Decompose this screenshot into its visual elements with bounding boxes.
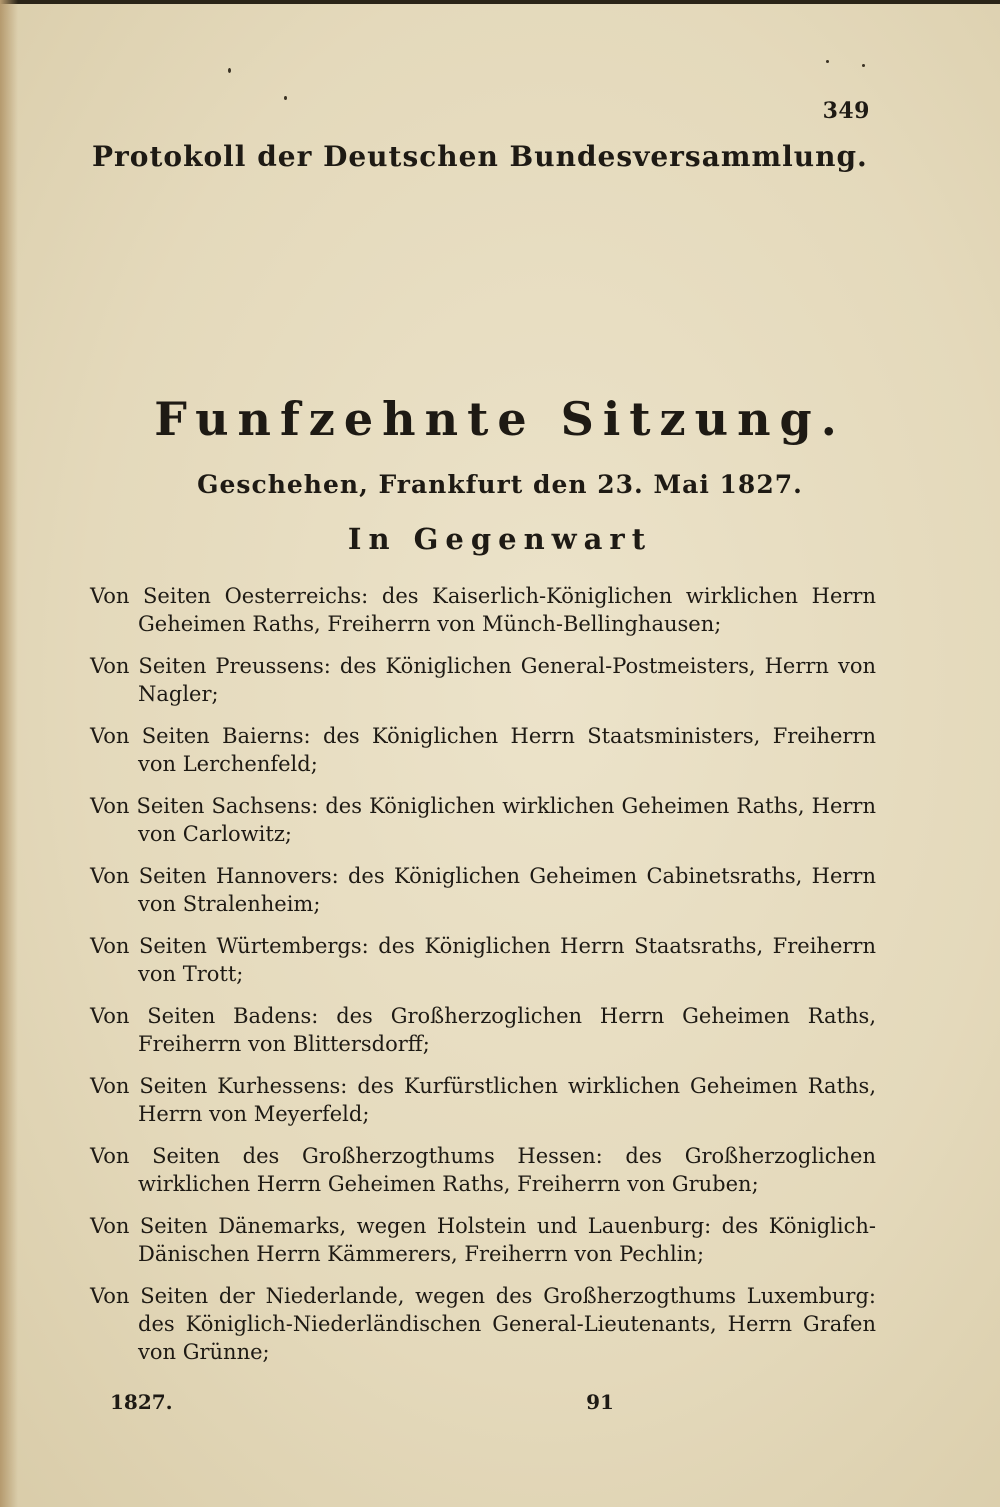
delegate-entry: Von Seiten Dänemarks, wegen Holstein und Lauenburg: des Königlich-Dänischen Herrn Kämmerers, Freiherrn von Pechlin;	[90, 1214, 876, 1266]
ink-speck	[862, 64, 865, 67]
ink-speck	[228, 68, 231, 73]
delegate-entry: Von Seiten Baierns: des Königlichen Herrn Staatsministers, Freiherrn von Lerchenfeld;	[90, 724, 876, 776]
ink-speck	[284, 96, 287, 100]
ink-speck	[826, 60, 829, 63]
running-head: Protokoll der Deutschen Bundesversammlung.	[92, 140, 868, 173]
footer-signature: 91	[586, 1390, 614, 1414]
delegate-entry: Von Seiten der Niederlande, wegen des Großherzogthums Luxemburg: des Königlich-Niederländischen General-Lieutenants, Herrn Grafen von Grünne;	[90, 1284, 876, 1364]
session-date: Geschehen, Frankfurt den 23. Mai 1827.	[197, 470, 803, 499]
session-title: Funfzehnte Sitzung.	[154, 392, 846, 446]
top-rule	[0, 0, 1000, 4]
delegate-entry: Von Seiten des Großherzogthums Hessen: des Großherzoglichen wirklichen Herrn Geheimen Raths, Freiherrn von Gruben;	[90, 1144, 876, 1196]
delegate-entry: Von Seiten Preussens: des Königlichen General-Postmeisters, Herrn von Nagler;	[90, 654, 876, 706]
delegate-entry: Von Seiten Oesterreichs: des Kaiserlich-Königlichen wirklichen Herrn Geheimen Raths, Freiherrn von Münch-Bellinghausen;	[90, 584, 876, 636]
page-edge-shadow	[0, 0, 18, 1507]
footer-year: 1827.	[110, 1390, 173, 1414]
delegate-entry: Von Seiten Würtembergs: des Königlichen Herrn Staatsraths, Freiherrn von Trott;	[90, 934, 876, 986]
delegate-entry: Von Seiten Hannovers: des Königlichen Geheimen Cabinetsraths, Herrn von Stralenheim;	[90, 864, 876, 916]
delegate-entry: Von Seiten Badens: des Großherzoglichen Herrn Geheimen Raths, Freiherrn von Blittersdorff;	[90, 1004, 876, 1056]
delegate-list	[90, 582, 876, 1380]
page-number: 349	[822, 98, 870, 124]
delegate-entry: Von Seiten Sachsens: des Königlichen wirklichen Geheimen Raths, Herrn von Carlowitz;	[90, 794, 876, 846]
presence-heading: In Gegenwart	[347, 522, 653, 556]
delegate-entry: Von Seiten Kurhessens: des Kurfürstlichen wirklichen Geheimen Raths, Herrn von Meyerfeld;	[90, 1074, 876, 1126]
